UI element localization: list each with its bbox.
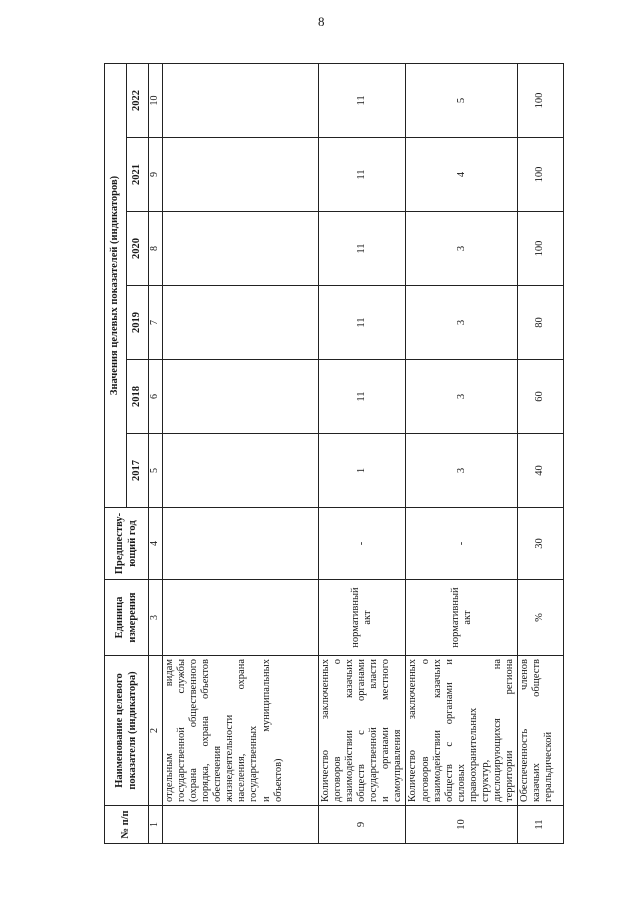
row-number: 11 bbox=[518, 806, 564, 844]
indicator-name-line: обеспечения bbox=[212, 745, 224, 802]
unit-cell: нормативный акт bbox=[406, 580, 518, 656]
indicator-name-line: обществ с органами bbox=[356, 659, 368, 802]
indicator-name bbox=[518, 656, 564, 806]
col-number: 6 bbox=[149, 360, 163, 434]
indicator-name-line: Обеспеченность членов bbox=[519, 659, 530, 802]
header-group: Значения целевых показателей (индикаторов) bbox=[105, 63, 127, 507]
prev-year-cell: 30 bbox=[518, 508, 564, 580]
indicator-name-line: и органами местного bbox=[380, 659, 392, 802]
indicator-name-line: и муниципальных bbox=[260, 659, 272, 802]
indicator-name-line: структур, bbox=[479, 759, 491, 802]
indicator-name-line: населения, охрана bbox=[236, 659, 248, 802]
unit-cell: нормативный акт bbox=[319, 580, 406, 656]
unit-cell bbox=[163, 580, 319, 656]
indicator-name-line: государственной службы bbox=[176, 659, 188, 802]
indicator-name-line: взаимодействии казачьих bbox=[344, 659, 356, 802]
col-number: 10 bbox=[149, 63, 163, 137]
indicator-name bbox=[319, 656, 406, 806]
page-number: 8 bbox=[318, 14, 325, 29]
col-number: 4 bbox=[149, 508, 163, 580]
value-cell: 11 bbox=[319, 63, 406, 137]
col-number: 9 bbox=[149, 138, 163, 212]
value-cell: 3 bbox=[406, 286, 518, 360]
col-number: 7 bbox=[149, 286, 163, 360]
table-row bbox=[406, 63, 518, 843]
value-cell bbox=[163, 434, 319, 508]
table-row bbox=[319, 63, 406, 843]
header-num: № п/п bbox=[105, 806, 149, 844]
indicator-name-line: обществ с органами и bbox=[443, 659, 455, 802]
value-cell: 100 bbox=[518, 138, 564, 212]
indicator-name-line: дислоцирующихся на bbox=[491, 659, 503, 802]
prev-year-cell: - bbox=[406, 508, 518, 580]
prev-year-cell: - bbox=[319, 508, 406, 580]
value-cell: 100 bbox=[518, 63, 564, 137]
value-cell bbox=[163, 212, 319, 286]
indicator-name-line: государственных bbox=[248, 725, 260, 802]
indicator-name-line: силовых bbox=[455, 763, 467, 802]
indicator-name-line: территории региона bbox=[503, 659, 515, 802]
value-cell bbox=[163, 360, 319, 434]
table-row bbox=[163, 63, 319, 843]
col-number: 8 bbox=[149, 212, 163, 286]
indicator-name-line: казачьих обществ bbox=[531, 659, 543, 802]
value-cell: 60 bbox=[518, 360, 564, 434]
indicator-name-line: правоохранительных bbox=[467, 707, 479, 802]
row-number bbox=[163, 806, 319, 844]
value-cell: 11 bbox=[319, 360, 406, 434]
header-year: 2021 bbox=[127, 138, 149, 212]
value-cell bbox=[163, 138, 319, 212]
value-cell: 3 bbox=[406, 212, 518, 286]
indicator-name-line: порядка, охрана объектов bbox=[200, 659, 212, 802]
indicator-name-line: самоуправления bbox=[392, 729, 404, 802]
rotated-table-container bbox=[104, 64, 620, 844]
header-name: Наименование целевого показателя (индикатора) bbox=[105, 656, 149, 806]
value-cell bbox=[163, 286, 319, 360]
indicator-name-line: отдельным видам bbox=[164, 659, 175, 802]
header-year: 2020 bbox=[127, 212, 149, 286]
col-number: 2 bbox=[149, 656, 163, 806]
table-body bbox=[163, 63, 564, 843]
indicator-name bbox=[406, 656, 518, 806]
value-cell: 4 bbox=[406, 138, 518, 212]
indicator-name-line: (охрана общественного bbox=[188, 659, 200, 802]
header-unit: Единица измерения bbox=[105, 580, 149, 656]
col-number: 1 bbox=[149, 806, 163, 844]
indicator-name-line: взаимодействии казачьих bbox=[431, 659, 443, 802]
value-cell bbox=[163, 63, 319, 137]
value-cell: 5 bbox=[406, 63, 518, 137]
value-cell: 3 bbox=[406, 434, 518, 508]
indicator-name-line: жизнедеятельности bbox=[224, 714, 236, 802]
header-year: 2018 bbox=[127, 360, 149, 434]
header-year: 2019 bbox=[127, 286, 149, 360]
value-cell: 80 bbox=[518, 286, 564, 360]
value-cell: 11 bbox=[319, 212, 406, 286]
value-cell: 11 bbox=[319, 286, 406, 360]
value-cell: 11 bbox=[319, 138, 406, 212]
col-number: 5 bbox=[149, 434, 163, 508]
indicator-name-line: Количество заключенных bbox=[320, 659, 331, 802]
row-number: 10 bbox=[406, 806, 518, 844]
indicator-name-line: государственной власти bbox=[368, 659, 380, 802]
prev-year-cell bbox=[163, 508, 319, 580]
col-number: 3 bbox=[149, 580, 163, 656]
value-cell: 3 bbox=[406, 360, 518, 434]
header-year: 2017 bbox=[127, 434, 149, 508]
indicator-name-line: объектов) bbox=[272, 758, 284, 802]
header-year: 2022 bbox=[127, 63, 149, 137]
indicator-name-line: геральдической bbox=[543, 731, 555, 802]
indicators-table bbox=[104, 63, 564, 844]
indicator-name-line: договоров о bbox=[419, 659, 431, 802]
value-cell: 1 bbox=[319, 434, 406, 508]
unit-cell: % bbox=[518, 580, 564, 656]
value-cell: 40 bbox=[518, 434, 564, 508]
header-prev-year: Предшеству-ющий год bbox=[105, 508, 149, 580]
value-cell: 100 bbox=[518, 212, 564, 286]
indicator-name-line: договоров о bbox=[332, 659, 344, 802]
indicator-name bbox=[163, 656, 319, 806]
row-number: 9 bbox=[319, 806, 406, 844]
table-row bbox=[518, 63, 564, 843]
indicator-name-line: Количество заключенных bbox=[407, 659, 419, 802]
